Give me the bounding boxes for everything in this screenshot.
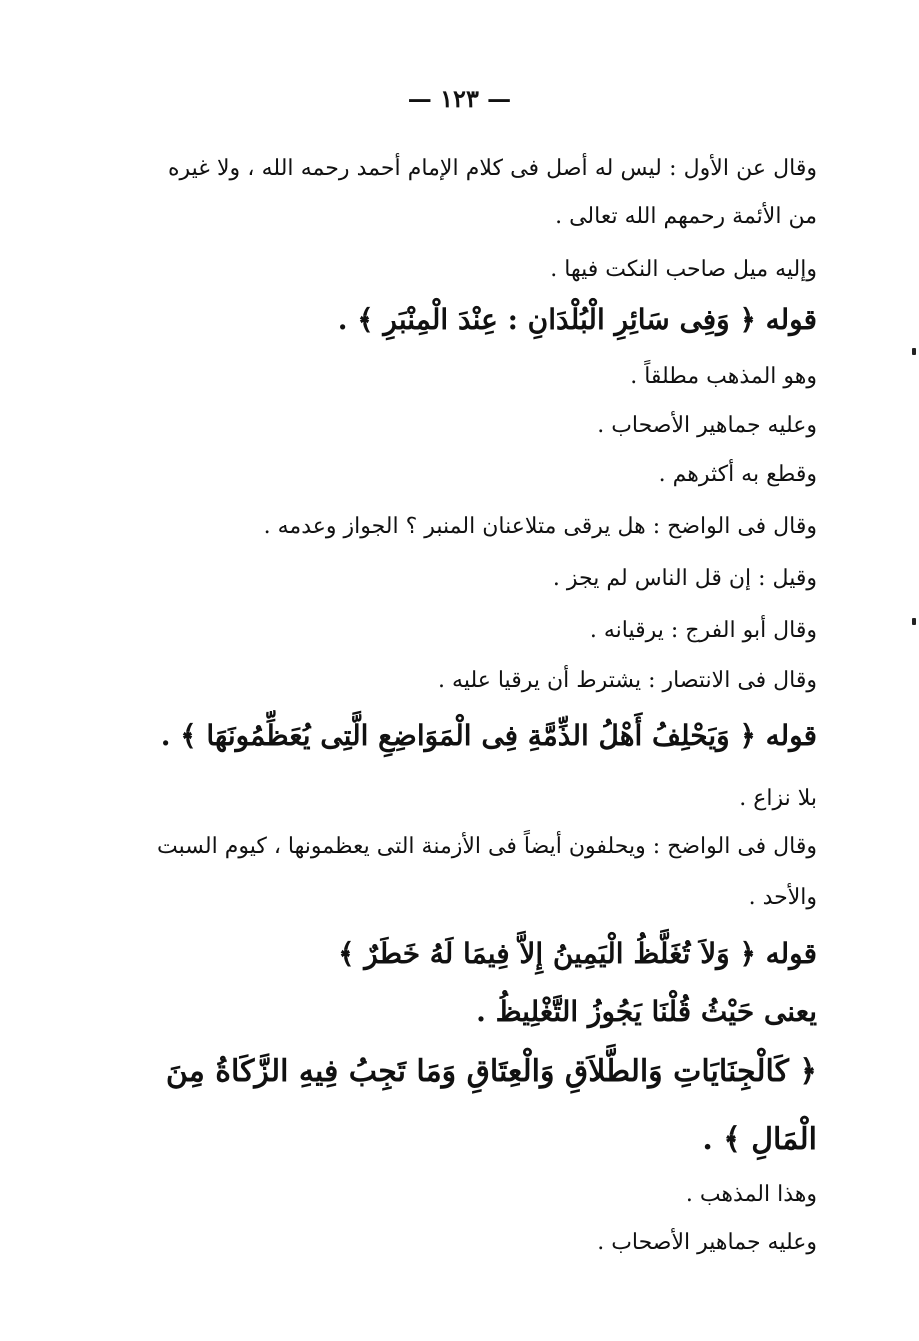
quoted-verse-line: قوله ﴿ وَيَحْلِفُ أَهْلُ الذِّمَّةِ فِى الْمَوَاضِعِ الَّتِى يُعَظِّمُونَهَا ﴾ . [160,719,817,752]
text-line: وعليه جماهير الأصحاب . [597,413,817,438]
scan-speck [912,348,916,355]
text-line: وقال فى الواضح : ويحلفون أيضاً فى الأزمنة التى يعظمونها ، كيوم السبت [157,834,817,859]
page-number: — ١٢٣ — [407,84,512,113]
text-line: وقال أبو الفرج : يرقيانه . [589,618,817,643]
quoted-verse-line: قوله ﴿ وَلاَ تُغَلَّظُ الْيَمِينُ إِلاَّ فِيمَا لَهُ خَطَرٌ ﴾ [338,937,817,970]
text-line: والأحد . [748,885,817,910]
text-line: وهو المذهب مطلقاً . [630,364,817,389]
quoted-verse-line: قوله ﴿ وَفِى سَائِرِ الْبُلْدَانِ : عِنْدَ الْمِنْبَرِ ﴾ . [337,303,817,336]
text-line: وإليه ميل صاحب النكت فيها . [550,257,817,282]
text-line: وعليه جماهير الأصحاب . [597,1230,817,1255]
text-line: وقطع به أكثرهم . [658,462,817,487]
text-line: وقيل : إن قل الناس لم يجز . [552,566,817,591]
quoted-verse-line: الْمَالِ ﴾ . [702,1122,817,1157]
text-line: وقال فى الواضح : هل يرقى متلاعنان المنبر ؟ الجواز وعدمه . [263,514,817,539]
text-line: وقال فى الانتصار : يشترط أن يرقيا عليه . [438,668,817,693]
text-line: وهذا المذهب . [685,1182,817,1207]
quoted-verse-line: يعنى حَيْثُ قُلْنَا يَجُوزُ التَّغْلِيظُ . [476,995,817,1028]
scan-speck [912,618,916,625]
text-line: من الأئمة رحمهم الله تعالى . [555,204,817,229]
text-line: وقال عن الأول : ليس له أصل فى كلام الإمام أحمد رحمه الله ، ولا غيره [168,156,817,181]
text-line: بلا نزاع . [739,786,817,811]
quoted-verse-line: ﴿ كَالْجِنَايَاتِ وَالطَّلاَقِ وَالْعِتَاقِ وَمَا تَجِبُ فِيهِ الزَّكَاةُ مِنَ [165,1054,817,1089]
